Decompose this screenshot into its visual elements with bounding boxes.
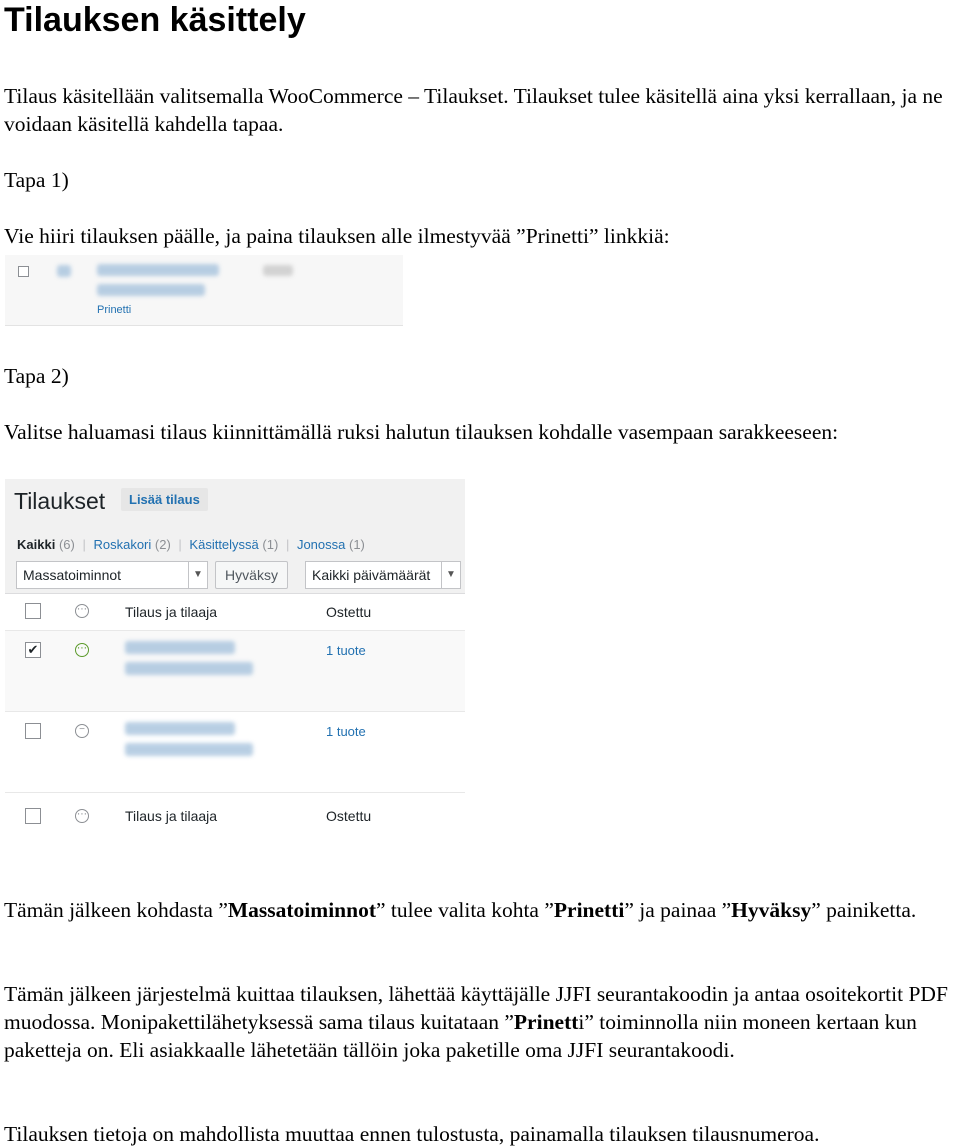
filter-all[interactable]: Kaikki <box>17 537 56 552</box>
filter-processing-count: (1) <box>262 537 279 552</box>
text-run: Tämän jälkeen kohdasta ” <box>4 898 228 922</box>
select-all-checkbox-footer[interactable] <box>25 808 41 824</box>
after-paragraph-1 <box>4 896 958 924</box>
bulk-actions-value: Massatoiminnot <box>23 567 122 583</box>
purchased-items-link[interactable]: 1 tuote <box>326 643 366 658</box>
order-name-blurred <box>97 264 219 276</box>
filter-processing[interactable]: Käsittelyssä <box>189 537 259 552</box>
after-paragraph-2 <box>4 980 958 1064</box>
text-run: ” tulee valita kohta ” <box>376 898 554 922</box>
order-email-blurred <box>97 284 205 296</box>
column-order[interactable]: Tilaus ja tilaaja <box>125 604 218 620</box>
date-filter-value: Kaikki päivämäärät <box>312 567 431 583</box>
orders-table <box>5 593 465 839</box>
column-purchased-footer[interactable]: Ostettu <box>326 808 372 824</box>
chevron-down-icon: ▼ <box>441 562 460 588</box>
status-header-icon: ⋯ <box>75 604 89 618</box>
table-row[interactable] <box>5 631 465 712</box>
column-order-footer[interactable]: Tilaus ja tilaaja <box>125 808 218 824</box>
intro-paragraph: Tilaus käsitellään valitsemalla WooCommerce – Tilaukset. Tilaukset tulee käsitellä aina yksi kerrallaan, ja ne voidaan käsitellä kahdella tapaa. <box>4 84 943 136</box>
term-prinetti: Prinett <box>513 1010 579 1034</box>
method1-text: Vie hiiri tilauksen päälle, ja paina tilauksen alle ilmestyvää ”Prinetti” linkkiä: <box>4 224 670 248</box>
add-order-button[interactable]: Lisää tilaus <box>121 488 208 511</box>
term-bulk-actions: Massatoiminnot <box>227 898 376 922</box>
method1-title: Tapa 1) <box>4 168 69 192</box>
text-run: i” toiminnolla niin moneen kertaan kun paketteja on. Eli asiakkaalle lähetetään tällöin joka paketille oma JJFI seurantakoodi. <box>4 1010 917 1062</box>
order-name-blurred <box>125 722 235 735</box>
table-header <box>5 594 465 631</box>
filter-separator: | <box>285 537 290 552</box>
filter-separator: | <box>178 537 182 552</box>
filter-separator: | <box>82 537 86 552</box>
method2-text: Valitse haluamasi tilaus kiinnittämällä ruksi halutun tilauksen kohdalle vasempaan sarakkeeseen: <box>4 420 839 444</box>
term-apply: Hyväksy <box>731 898 812 922</box>
final-paragraph: Tilauksen tietoja on mahdollista muuttaa ennen tulostusta, painamalla tilauksen tilausnumeroa. <box>4 1122 820 1146</box>
table-footer <box>5 793 465 839</box>
page-title: Tilauksen käsittely <box>4 1 306 39</box>
filter-trash-count: (2) <box>154 537 171 552</box>
filter-all-count: (6) <box>58 537 75 552</box>
order-name-blurred <box>125 641 235 654</box>
prinetti-link[interactable]: Prinetti <box>97 304 132 316</box>
column-purchased[interactable]: Ostettu <box>326 604 372 620</box>
status-header-icon: ⋯ <box>75 809 89 823</box>
status-on-hold-icon: − <box>75 724 89 738</box>
status-filters <box>17 537 365 552</box>
apply-button[interactable]: Hyväksy <box>215 561 288 589</box>
order-email-blurred <box>125 662 253 675</box>
orders-title: Tilaukset <box>14 488 106 514</box>
chevron-down-icon: ▼ <box>188 562 207 588</box>
text-run: ” ja painaa ” <box>624 898 732 922</box>
purchased-items-link[interactable]: 1 tuote <box>326 724 366 739</box>
status-icon-blurred <box>57 265 71 277</box>
bulk-actions-select[interactable] <box>16 561 208 589</box>
order-date-blurred <box>263 265 293 276</box>
term-prinetti: Prinetti <box>553 898 625 922</box>
row-checkbox[interactable] <box>25 723 41 739</box>
table-row[interactable] <box>5 712 465 793</box>
row-checkbox[interactable]: ✔ <box>25 642 41 658</box>
date-filter-select[interactable] <box>305 561 461 589</box>
text-run: ” painiketta. <box>811 898 917 922</box>
order-email-blurred <box>125 743 253 756</box>
filter-on-hold[interactable]: Jonossa <box>296 537 346 552</box>
filter-on-hold-count: (1) <box>349 537 365 552</box>
filter-trash[interactable]: Roskakori <box>93 537 152 552</box>
order-checkbox[interactable] <box>18 266 29 277</box>
method2-title: Tapa 2) <box>4 364 69 388</box>
text-run: Tämän jälkeen järjestelmä kuittaa tilauksen, lähettää käyttäjälle JJFI seurantakoodin ja antaa osoitekortit PDF muodossa. Monipakettilähetyksessä sama tilaus kuitataan ” <box>4 982 948 1034</box>
screenshot-orders-list <box>5 479 465 839</box>
select-all-checkbox[interactable] <box>25 603 41 619</box>
status-processing-icon: ⋯ <box>75 643 89 657</box>
screenshot-order-hover <box>5 255 403 326</box>
